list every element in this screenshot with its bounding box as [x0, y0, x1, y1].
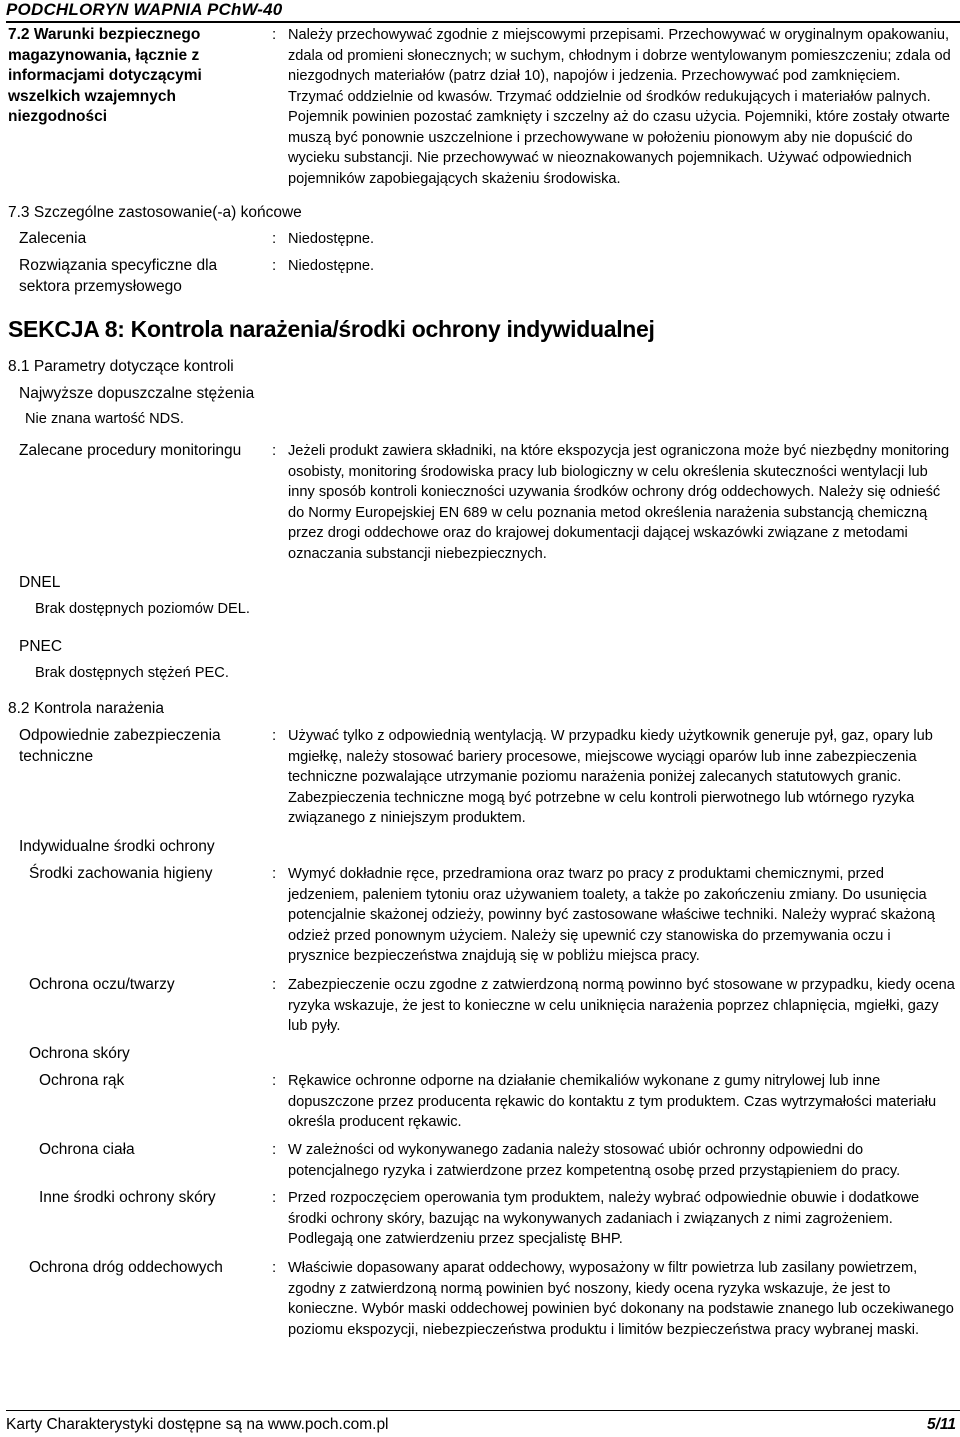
footer-source: Karty Charakterystyki dostępne są na www.poch.com.pl — [6, 1416, 389, 1433]
colon: : — [272, 976, 277, 993]
s72-text: Należy przechowywać zgodnie z miejscowymi przepisami. Przechowywać w oryginalnym opakowaniu, zdala od promieni słonecznych; w suchym, chłodnym i dobrze wentylowanym pomieszczeniu; zdala od niezgodnych materiałów (patrz dział 10), napojów i jedzenia. Przechowywać pod zamknięciem. Trzymać oddzielnie od kwasów. Trzymać oddzielnie od środków redukujących i materiałów palnych. Pojemnik powinien pozostać zamknięty i szczelny aż do czasu użycia. Pojemniki, które zostały otwarte muszą być ponownie uszczelnione i przechowywane w położeniu pionowym aby nie dopuścić do wycieku substancji. Nie przechowywać w nieoznakowanych pojemnikach. Używać odpowiednich pojemników zapobiegających skażeniu środowiska. — [288, 27, 951, 187]
pnec-label: PNEC — [19, 638, 63, 655]
colon: : — [272, 230, 277, 247]
oczy-text: Zabezpieczenie oczu zgodne z zatwierdzoną normą powinno być stosowane w przypadku, kiedy ocena ryzyka wskazuje, że jest to konieczne w celu uniknięcia narażenia poprzez chlapnięcia, mgiełki, gazy lub pyły. — [288, 977, 955, 1034]
inne-label: Inne środki ochrony skóry — [39, 1189, 216, 1206]
nds-value: Nie znana wartość NDS. — [25, 411, 184, 427]
rece-text: Rękawice ochronne odporne na działanie chemikaliów wykonane z gumy nitrylowej lub inne dopuszczone przez producenta rękawic do kontaktu z tym produktem. Czas wytrzymałości materiału określa producent rękawic. — [288, 1073, 937, 1130]
colon: : — [272, 865, 277, 882]
colon: : — [272, 257, 277, 274]
s72-label: 7.2 Warunki bezpiecznego magazynowania, łącznie z informacjami dotyczącymi wszelkich wzajemnych niezgodności — [8, 26, 202, 125]
dnel-label: DNEL — [19, 574, 61, 591]
rozw-value: Niedostępne. — [288, 258, 375, 274]
tech-label: Odpowiednie zabezpieczenia techniczne — [19, 727, 221, 765]
title-rule — [6, 21, 960, 23]
colon: : — [272, 1072, 277, 1089]
inne-text: Przed rozpoczęciem operowania tym produktem, należy wybrać odpowiednie obuwie i dodatkowe środki ochrony skóry, bazując na wykonywanych zadaniach i związanych z nimi zagrożeniem. Podlegają one zatwierdzeniu przez specjalistę BHP. — [288, 1190, 920, 1247]
higiena-text: Wymyć dokładnie ręce, przedramiona oraz twarz po pracy z produktami chemicznymi, przed jedzeniem, paleniem tytoniu oraz używaniem toalety, a także po zakończeniu zmiany. Do usunięcia potencjalnie skażonej odzieży, powinny być zastosowane właściwe techniki. Należy wyprać skażoną odzież przed ponownym użyciem. Należy się upewnić czy stanowiska do przemywania oczu i prysznice bezpieczeństwa znajdują się w pobliżu miejsca pracy. — [288, 866, 936, 964]
colon: : — [272, 1189, 277, 1206]
zalecenia-label: Zalecenia — [19, 230, 87, 247]
rece-label: Ochrona rąk — [39, 1072, 125, 1089]
s81-heading: 8.1 Parametry dotyczące kontroli — [8, 358, 234, 375]
indyw-label: Indywidualne środki ochrony — [19, 838, 215, 855]
colon: : — [272, 26, 277, 43]
higiena-label: Środki zachowania higieny — [29, 865, 213, 882]
nds-label: Najwyższe dopuszczalne stężenia — [19, 385, 255, 402]
colon: : — [272, 727, 277, 744]
section8-heading: SEKCJA 8: Kontrola narażenia/środki ochrony indywidualnej — [8, 316, 655, 342]
s82-heading: 8.2 Kontrola narażenia — [8, 700, 164, 717]
monitoring-text: Jeżeli produkt zawiera składniki, na które ekspozycja jest ograniczona może być niezbędny monitoring osobisty, monitoring środowiska pracy lub biologiczny w celu określenia skuteczności wentylacji lub inny sposób kontroli konieczności uzywania środków ochrony dróg oddechowych. Należy się odnieść do Normy Europejskiej EN 689 w celu poznania metod określenia narażenia substancją chemiczną przez drogi oddechowe oraz do krajowej dokumentacji dającej wskazówki związane z metodami oznaczania substancji niebezpiecznych. — [288, 443, 950, 562]
drogi-label: Ochrona dróg oddechowych — [29, 1259, 223, 1276]
cialo-text: W zależności od wykonywanego zadania należy stosować ubiór ochronny odpowiedni do potencjalnego ryzyka i zatwierdzone przez kompetentną osobę przed przystąpieniem do pracy. — [288, 1142, 901, 1179]
skora-label: Ochrona skóry — [29, 1045, 130, 1062]
cialo-label: Ochrona ciała — [39, 1141, 135, 1158]
document-title: PODCHLORYN WAPNIA PChW-40 — [6, 0, 283, 19]
pnec-value: Brak dostępnych stężeń PEC. — [35, 665, 229, 681]
s73-heading: 7.3 Szczególne zastosowanie(-a) końcowe — [8, 204, 302, 221]
colon: : — [272, 442, 277, 459]
zalecenia-value: Niedostępne. — [288, 231, 375, 247]
dnel-value: Brak dostępnych poziomów DEL. — [35, 601, 250, 617]
monitoring-label: Zalecane procedury monitoringu — [19, 442, 242, 459]
colon: : — [272, 1141, 277, 1158]
rozw-label: Rozwiązania specyficzne dla sektora przemysłowego — [19, 257, 218, 295]
drogi-text: Właściwie dopasowany aparat oddechowy, wyposażony w filtr powietrza lub zasilany powietrzem, zgodny z zatwierdzoną normą powinien być noszony, kiedy ocena ryzyka wskazuje, że jest to konieczne. Wybór maski oddechowej powinien być dokonany na podstawie znanego lub oczekiwanego poziomu ekspozycji, niebezpieczeństwa produktu i limitów bezpieczeństwa pracy wybranej maski. — [288, 1260, 954, 1338]
colon: : — [272, 1259, 277, 1276]
page-number: 5/11 — [926, 1416, 956, 1433]
tech-text: Używać tylko z odpowiednią wentylacją. W przypadku kiedy użytkownik generuje pył, gaz, opary lub mgiełkę, należy stosować bariery procesowe, miejscowe wyciągi oparów lub inne zabezpieczenia techniczne pozwalające utrzymanie poziomu narażenia poniżej zalecanych statutowych granic. Zabezpieczenia techniczne mogą być potrzebne w celu kontroli pierwotnego lub wtórnego ryzyka związanego z niniejszym produktem. — [288, 728, 933, 826]
footer-rule — [6, 1410, 960, 1411]
oczy-label: Ochrona oczu/twarzy — [29, 976, 175, 993]
